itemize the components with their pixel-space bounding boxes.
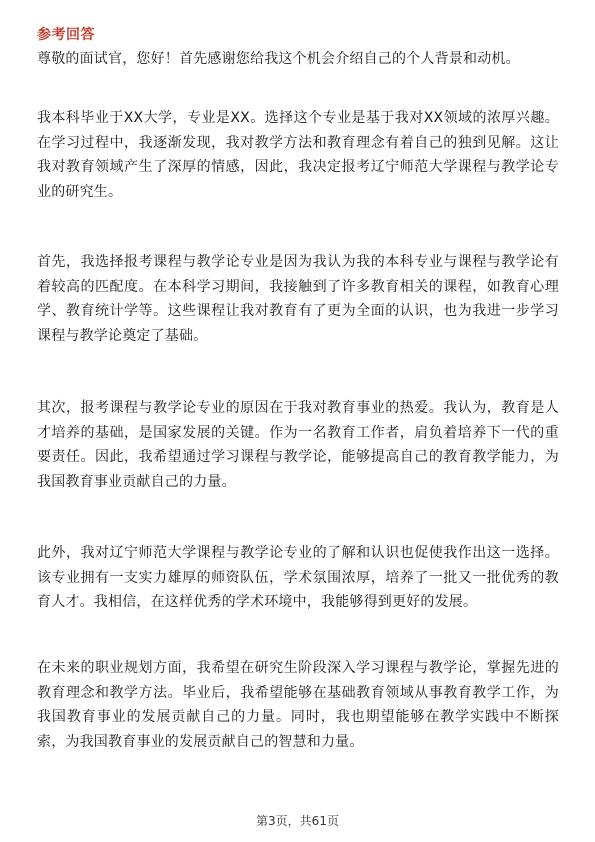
paragraph-career-plan: 在未来的职业规划方面，我希望在研究生阶段深入学习课程与教学论，掌握先进的教育理念和教学方法。毕业后，我希望能够在基础教育领域从事教育教学工作，为我国教育事业的发展贡献自己的力量。同时，我也期望能够在教学实践中不断探索，为我国教育事业的发展贡献自己的智慧和力量。 [37, 660, 559, 750]
paragraph-background: 我本科毕业于XX大学，专业是XX。选择这个专业是基于我对XX领域的浓厚兴趣。在学习过程中，我逐渐发现，我对教学方法和教育理念有着自己的独到见解。这让我对教育领域产生了深厚的情感，因此，我决定报考辽宁师范大学课程与教学论专业的研究生。 [37, 110, 559, 200]
section-heading: 参考回答 [37, 27, 95, 43]
page-number-footer: 第3页，共61页 [256, 814, 339, 828]
paragraph-greeting: 尊敬的面试官，您好！首先感谢您给我这个机会介绍自己的个人背景和动机。 [37, 51, 520, 67]
paragraph-first-reason: 首先，我选择报考课程与教学论专业是因为我认为我的本科专业与课程与教学论有着较高的匹配度。在本科学习期间，我接触到了许多教育相关的课程，如教育心理学、教育统计学等。这些课程让我对教育有了更为全面的认识，也为我进一步学习课程与教学论奠定了基础。 [37, 254, 559, 344]
paragraph-second-reason: 其次，报考课程与教学论专业的原因在于我对教育事业的热爱。我认为，教育是人才培养的基础，是国家发展的关键。作为一名教育工作者，肩负着培养下一代的重要责任。因此，我希望通过学习课程与教学论，能够提高自己的教育教学能力，为我国教育事业贡献自己的力量。 [37, 400, 559, 490]
paragraph-third-reason: 此外，我对辽宁师范大学课程与教学论专业的了解和认识也促使我作出这一选择。该专业拥有一支实力雄厚的师资队伍，学术氛围浓厚，培养了一批又一批优秀的教育人才。我相信，在这样优秀的学术环境中，我能够得到更好的发展。 [37, 545, 559, 610]
